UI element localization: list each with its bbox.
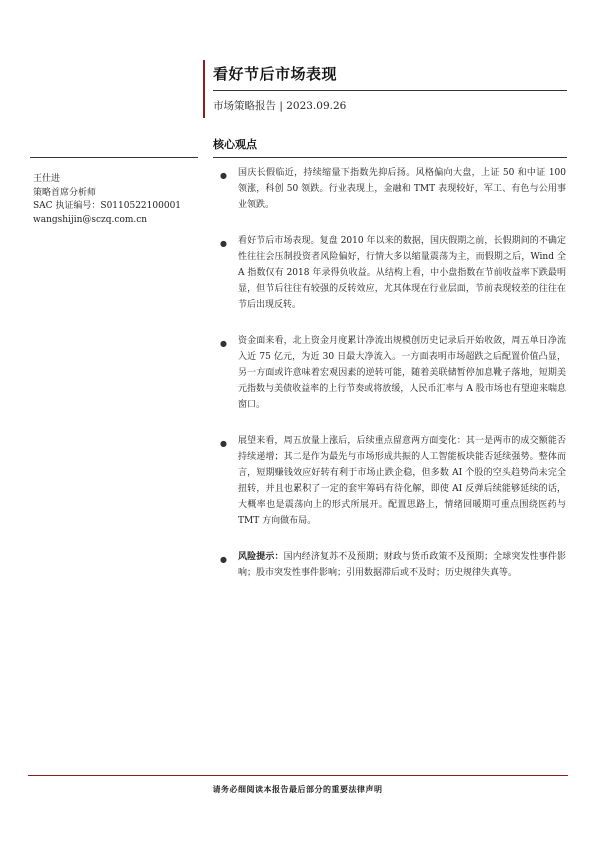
report-subtitle: 市场策略报告 | 2023.09.26 <box>213 100 347 112</box>
key-point <box>220 333 566 413</box>
section-title: 核心观点 <box>213 138 257 151</box>
key-point <box>220 233 566 313</box>
key-point <box>220 433 566 529</box>
bullet-dot-icon: ● <box>220 239 227 248</box>
author-role: 策略首席分析师 <box>33 187 97 198</box>
footer-divider <box>28 775 568 776</box>
author-email: wangshijin@sczq.com.cn <box>33 214 148 225</box>
bullet-dot-icon: ● <box>220 339 227 348</box>
section-divider <box>213 157 567 158</box>
bullet-dot-icon: ● <box>220 439 227 448</box>
risk-warning <box>220 549 566 581</box>
key-points-list <box>220 165 566 581</box>
key-point-text: 看好节后市场表现。复盘 2010 年以来的数据，国庆假期之前，长假期间的不确定性往往会压制投资者风险偏好，行情大多以缩量震荡为主，而假期之后，Wind 全 A 指数仅有 2018 年录得负收益。从结构上看，中小盘指数在节前收益率下跌最明显，但节后往往有较强的反转效应，尤其体现在行业层面，节前表现较差的往往在节后出现反转。 <box>238 236 566 310</box>
title-accent-bar <box>203 60 205 118</box>
author-divider <box>30 157 198 158</box>
key-point <box>220 165 566 213</box>
report-title: 看好节后市场表现 <box>213 65 338 83</box>
legal-disclaimer-notice: 请务必细阅读本报告最后部分的重要法律声明 <box>212 784 383 794</box>
bullet-dot-icon: ● <box>220 171 227 180</box>
author-block <box>33 173 181 227</box>
author-license: SAC 执证编号：S0110522100001 <box>33 201 182 211</box>
risk-warning-text: 国内经济复苏不及预期；财政与货币政策不及预期；全球突发性事件影响；股市突发性事件影响；引用数据滞后或不及时；历史规律失真等。 <box>238 552 566 578</box>
key-point-text: 国庆长假临近，持续缩量下指数先抑后扬。风格偏向大盘，上证 50 和中证 100 领涨，科创 50 领跌。行业表现上，金融和 TMT 表现较好，军工、有色与公用事业领跌。 <box>238 168 566 210</box>
key-point-text: 展望来看，周五放量上涨后，后续重点留意两方面变化：其一是两市的成交额能否持续递增；其二是作为最先与市场形成共振的人工智能板块能否延续强势。整体而言，短期赚钱效应好转有利于市场止跌企稳，但多数 AI 个股的空头趋势尚未完全扭转，并且也累积了一定的套牢筹码有待化解，即使 AI 反弹后续能够延续的话，大概率也是震荡向上的形式所展开。配置思路上，情绪回暖期可重点围绕医药与 TMT 方向做布局。 <box>238 436 566 526</box>
key-point-text: 资金面来看，北上资金月度累计净流出规模创历史记录后开始收敛，周五单日净流入近 75 亿元，为近 30 日最大净流入。一方面表明市场超跌之后配置价值凸显，另一方面或许意味着宏观因素的逆转可能，随着美联储暂停加息靴子落地，短期美元指数与美债收益率的上行节奏或将放缓，人民币汇率与 A 股市场也有望迎来喘息窗口。 <box>238 336 566 410</box>
risk-warning-label: 风险提示： <box>238 552 284 562</box>
title-divider <box>213 90 567 91</box>
bullet-dot-icon: ● <box>220 555 227 564</box>
author-name: 王仕进 <box>33 174 61 184</box>
